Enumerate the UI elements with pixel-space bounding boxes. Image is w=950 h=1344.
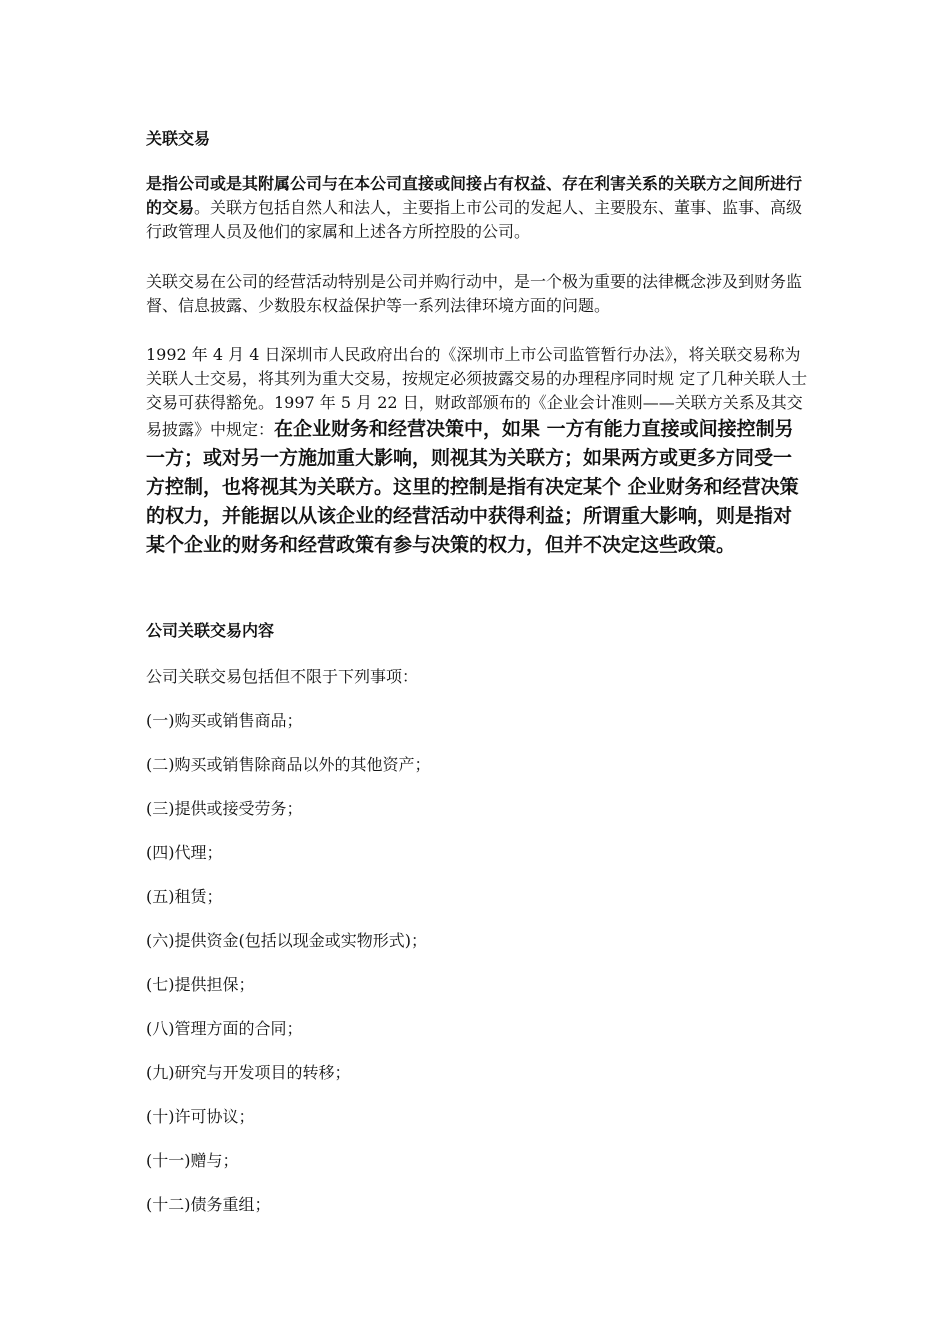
list-item: (九)研究与开发项目的转移； bbox=[146, 1063, 351, 1082]
definition-paragraph bbox=[146, 172, 808, 244]
history-normal-text: 1992 年 4 月 4 日深圳市人民政府出台的《深圳市上市公司监管暂行办法》，将关联交易称为关联人士交易，将其列为重大交易，按规定必须披露交易的办理程序同时规 定了几种关联人士交易可获得豁免。1997 年 5 月 22 日，财政部颁布的《企业会计准则——关联方关系及其交易披露》中规定： bbox=[146, 345, 808, 439]
list-item: (二)购买或销售除商品以外的其他资产； bbox=[146, 755, 431, 774]
history-bold-text: 在企业财务和经营决策中，如果 一方有能力直接或间接控制另一方；或对另一方施加重大影响，则视其为关联方；如果两方或更多方同受一方控制，也将视其为关联方。这里的控制是指有决定某个 企业财务和经营决策的权力，并能据以从该企业的经营活动中获得利益；所谓重大影响，则是指对某个企业的财务和经营政策有参与决策的权力，但并不决定这些政策。 bbox=[146, 418, 799, 556]
list-item: (十二)债务重组； bbox=[146, 1195, 271, 1214]
list-item: (八)管理方面的合同； bbox=[146, 1019, 303, 1038]
history-paragraph bbox=[146, 343, 808, 560]
section-title: 公司关联交易内容 bbox=[146, 621, 275, 640]
list-item: (十)许可协议； bbox=[146, 1107, 255, 1126]
list-item: (四)代理； bbox=[146, 843, 223, 862]
list-item: (三)提供或接受劳务； bbox=[146, 799, 303, 818]
importance-paragraph: 关联交易在公司的经营活动特别是公司并购行动中，是一个极为重要的法律概念涉及到财务监督、信息披露、少数股东权益保护等一系列法律环境方面的问题。 bbox=[146, 272, 803, 315]
list-item: (五)租赁； bbox=[146, 887, 223, 906]
items-intro: 公司关联交易包括但不限于下列事项： bbox=[146, 667, 419, 686]
list-item: (十一)赠与； bbox=[146, 1151, 239, 1170]
list-item: (六)提供资金(包括以现金或实物形式)； bbox=[146, 931, 427, 950]
list-item: (一)购买或销售商品； bbox=[146, 711, 303, 730]
document-title: 关联交易 bbox=[146, 129, 211, 148]
definition-bold-text: 是指公司或是其附属公司与在本公司直接或间接占有权益、存在利害关系的关联方之间所进行的交易 bbox=[146, 174, 803, 217]
definition-normal-text: 。关联方包括自然人和法人，主要指上市公司的发起人、主要股东、董事、监事、高级行政管理人员及他们的家属和上述各方所控股的公司。 bbox=[146, 198, 803, 241]
list-item: (七)提供担保； bbox=[146, 975, 255, 994]
